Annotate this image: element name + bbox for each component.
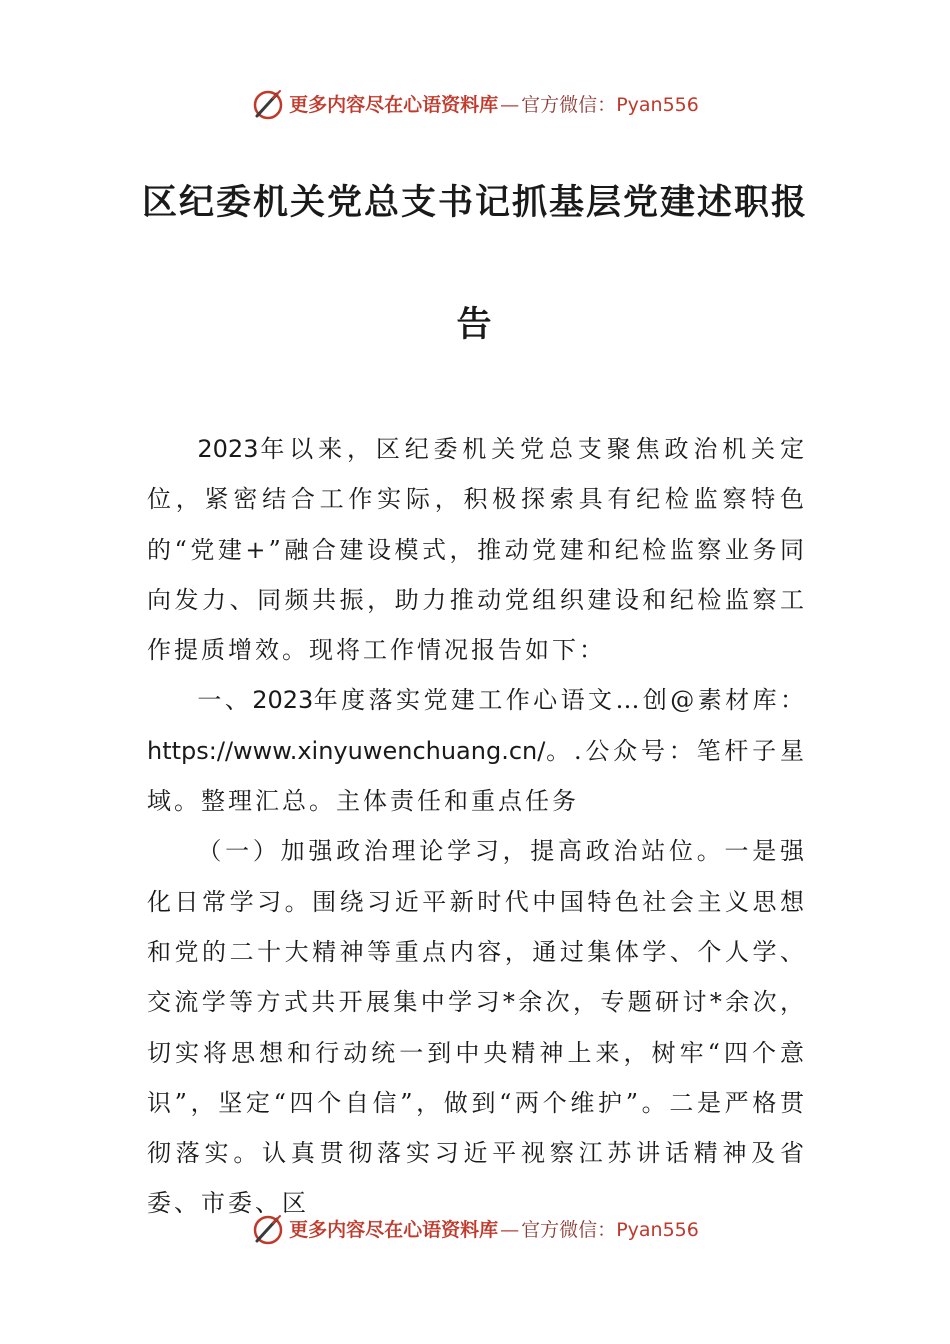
banner-wechat-label: 官方微信：	[521, 94, 617, 116]
footer-banner	[0, 1213, 950, 1247]
section-one-prefix: 一、	[197, 686, 253, 715]
pen-logo-icon	[251, 88, 285, 122]
document-title-line2: 告	[456, 305, 494, 345]
paragraph-subsection-one	[147, 826, 807, 1228]
section-one-year: 2023	[252, 686, 314, 715]
banner-wechat-id: Pyan556	[616, 94, 699, 116]
section-one-text: 年度落实党建工作心语文…创@素材库：	[313, 686, 808, 715]
header-banner	[0, 88, 950, 122]
section-one-suffix: 。.公众号：笔杆子星域。整理汇总。主体责任和重点任务	[147, 736, 807, 816]
footer-library-text: 更多内容尽在心语资料库	[289, 1219, 499, 1241]
banner-separator: —	[500, 94, 520, 116]
section-one-url: https://www.xinyuwenchuang.cn/	[147, 736, 546, 765]
footer-wechat-label: 官方微信：	[521, 1219, 617, 1241]
pen-logo-icon	[251, 1213, 285, 1247]
intro-year: 2023	[197, 435, 259, 463]
paragraph-section-one	[147, 675, 807, 826]
footer-separator: —	[500, 1219, 520, 1241]
banner-library-text: 更多内容尽在心语资料库	[289, 94, 499, 116]
paragraph-intro	[147, 424, 807, 675]
footer-wechat-id: Pyan556	[616, 1219, 699, 1241]
intro-text: 年以来，区纪委机关党总支聚焦政治机关定位，紧密结合工作实际，积极探索具有纪检监察特色的“党建+”融合建设模式，推动党建和纪检监察业务同向发力、同频共振，助力推动党组织建设和纪检监察工作提质增效。现将工作情况报告如下：	[147, 435, 807, 665]
document-body	[147, 424, 807, 1229]
subsection-one-text: （一）加强政治理论学习，提高政治站位。一是强化日常学习。围绕习近平新时代中国特色社会主义思想和党的二十大精神等重点内容，通过集体学、个人学、交流学等方式共开展集中学习*余次，专题研讨*余次，切实将思想和行动统一到中央精神上来，树牢“四个意识”，坚定“四个自信”，做到“两个维护”。二是严格贯彻落实。认真贯彻落实习近平视察江苏讲话精神及省委、市委、区	[147, 837, 807, 1218]
document-title-line1: 区纪委机关党总支书记抓基层党建述职报	[141, 183, 808, 223]
